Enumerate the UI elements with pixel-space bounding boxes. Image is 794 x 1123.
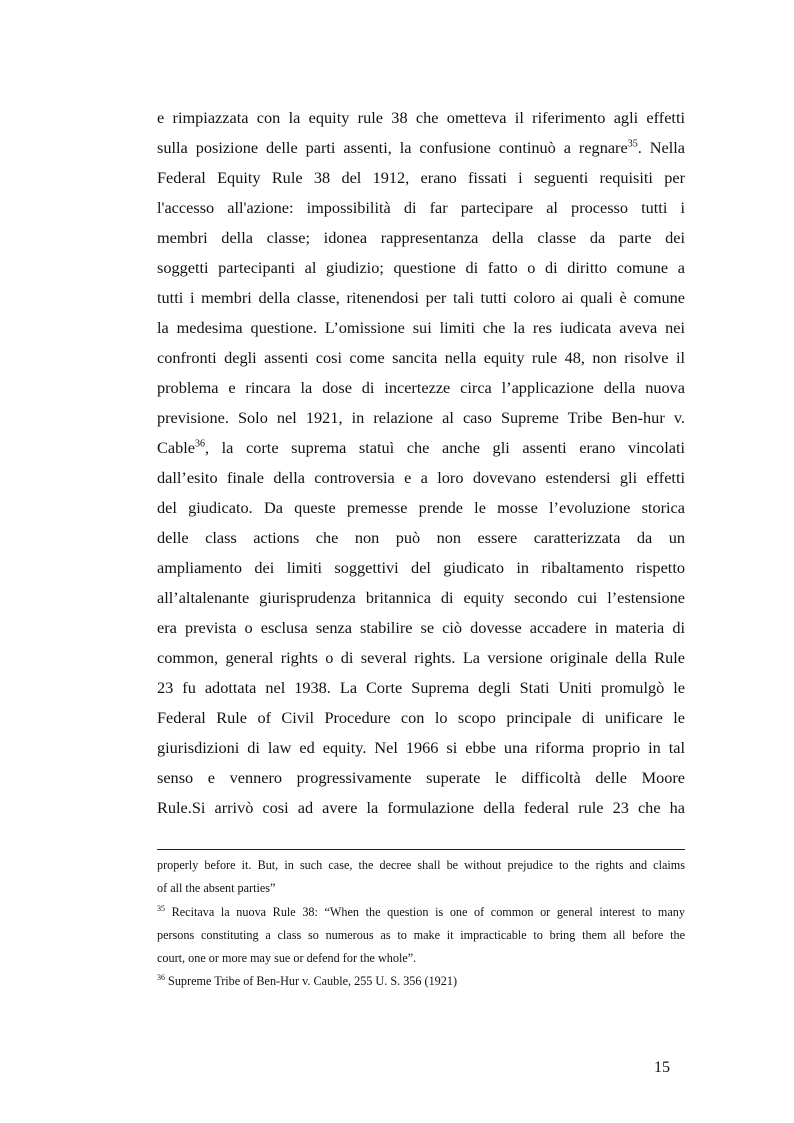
footnote-ref-35[interactable]: 35 bbox=[627, 138, 638, 150]
body-text-line: 23 fu adottata nel 1938. La Corte Suprema degli Stati Uniti promulgò le bbox=[157, 678, 685, 697]
body-text-line: previsione. Solo nel 1921, in relazione al caso Supreme Tribe Ben-hur v. bbox=[157, 408, 685, 427]
footnote-36 bbox=[157, 971, 685, 991]
body-text-segment: sulla posizione delle parti assenti, la confusione continuò a regnare bbox=[157, 138, 628, 157]
body-text-segment: , la corte suprema statuì che anche gli assenti erano vincolati bbox=[204, 438, 685, 457]
footnote-number-35: 35 bbox=[157, 903, 165, 913]
footnote-35-line: persons constituting a class so numerous as to make it impracticable to bring them all before the bbox=[157, 928, 685, 942]
body-text-line: Rule.Si arrivò cosi ad avere la formulazione della federal rule 23 che ha bbox=[157, 798, 685, 817]
body-text-line: membri della classe; idonea rappresentanza della classe da parte dei bbox=[157, 228, 685, 247]
footnote-continued-line: properly before it. But, in such case, the decree shall be without prejudice to the rights and claims bbox=[157, 858, 685, 872]
body-text-line: l'accesso all'azione: impossibilità di far partecipare al processo tutti i bbox=[157, 198, 685, 217]
footnote-text: Supreme Tribe of Ben-Hur v. Cauble, 255 U. S. 356 (1921) bbox=[165, 974, 458, 988]
body-text-line bbox=[157, 433, 685, 463]
footnote-text: Recitava la nuova Rule 38: “When the question is one of common or general interest to many bbox=[165, 905, 685, 919]
body-text-line: Federal Rule of Civil Procedure con lo scopo principale di unificare le bbox=[157, 708, 685, 727]
footnote-separator bbox=[157, 849, 685, 850]
body-text-line: common, general rights o di several rights. La versione originale della Rule bbox=[157, 648, 685, 667]
body-text-segment: Cable bbox=[157, 438, 195, 457]
body-text-line: soggetti partecipanti al giudizio; questione di fatto o di diritto comune a bbox=[157, 258, 685, 277]
footnote-number-36: 36 bbox=[157, 972, 165, 982]
body-text-line: dall’esito finale della controversia e a loro dovevano estendersi gli effetti bbox=[157, 468, 685, 487]
footnote-35-line: court, one or more may sue or defend for the whole”. bbox=[157, 951, 417, 965]
body-text-line: problema e rincara la dose di incertezze circa l’applicazione della nuova bbox=[157, 378, 685, 397]
body-text-segment: . Nella bbox=[637, 138, 685, 157]
body-text-line: ampliamento dei limiti soggettivi del giudicato in ribaltamento rispetto bbox=[157, 558, 685, 577]
body-text-line: delle class actions che non può non essere caratterizzata da un bbox=[157, 528, 685, 547]
footnote-35 bbox=[157, 902, 685, 922]
body-text-line: la medesima questione. L’omissione sui limiti che la res iudicata aveva nei bbox=[157, 318, 685, 337]
body-text-line: e rimpiazzata con la equity rule 38 che ometteva il riferimento agli effetti bbox=[157, 108, 685, 127]
body-text-line: all’altalenante giurisprudenza britannica di equity secondo cui l’estensione bbox=[157, 588, 685, 607]
body-text-line: del giudicato. Da queste premesse prende le mosse l’evoluzione storica bbox=[157, 498, 685, 517]
body-text-line bbox=[157, 133, 685, 163]
body-text-line: confronti degli assenti cosi come sancita nella equity rule 48, non risolve il bbox=[157, 348, 685, 367]
body-text-line: giurisdizioni di law ed equity. Nel 1966 si ebbe una riforma proprio in tal bbox=[157, 738, 685, 757]
footnote-ref-36[interactable]: 36 bbox=[194, 438, 205, 450]
body-text-line: senso e vennero progressivamente superate le difficoltà delle Moore bbox=[157, 768, 685, 787]
body-text-line: tutti i membri della classe, ritenendosi per tali tutti coloro ai quali è comune bbox=[157, 288, 685, 307]
page-number: 15 bbox=[654, 1059, 670, 1076]
body-text-line: Federal Equity Rule 38 del 1912, erano fissati i seguenti requisiti per bbox=[157, 168, 685, 187]
body-text-line: era prevista o esclusa senza stabilire se ciò dovesse accadere in materia di bbox=[157, 618, 685, 637]
footnote-continued-line: of all the absent parties” bbox=[157, 881, 276, 895]
